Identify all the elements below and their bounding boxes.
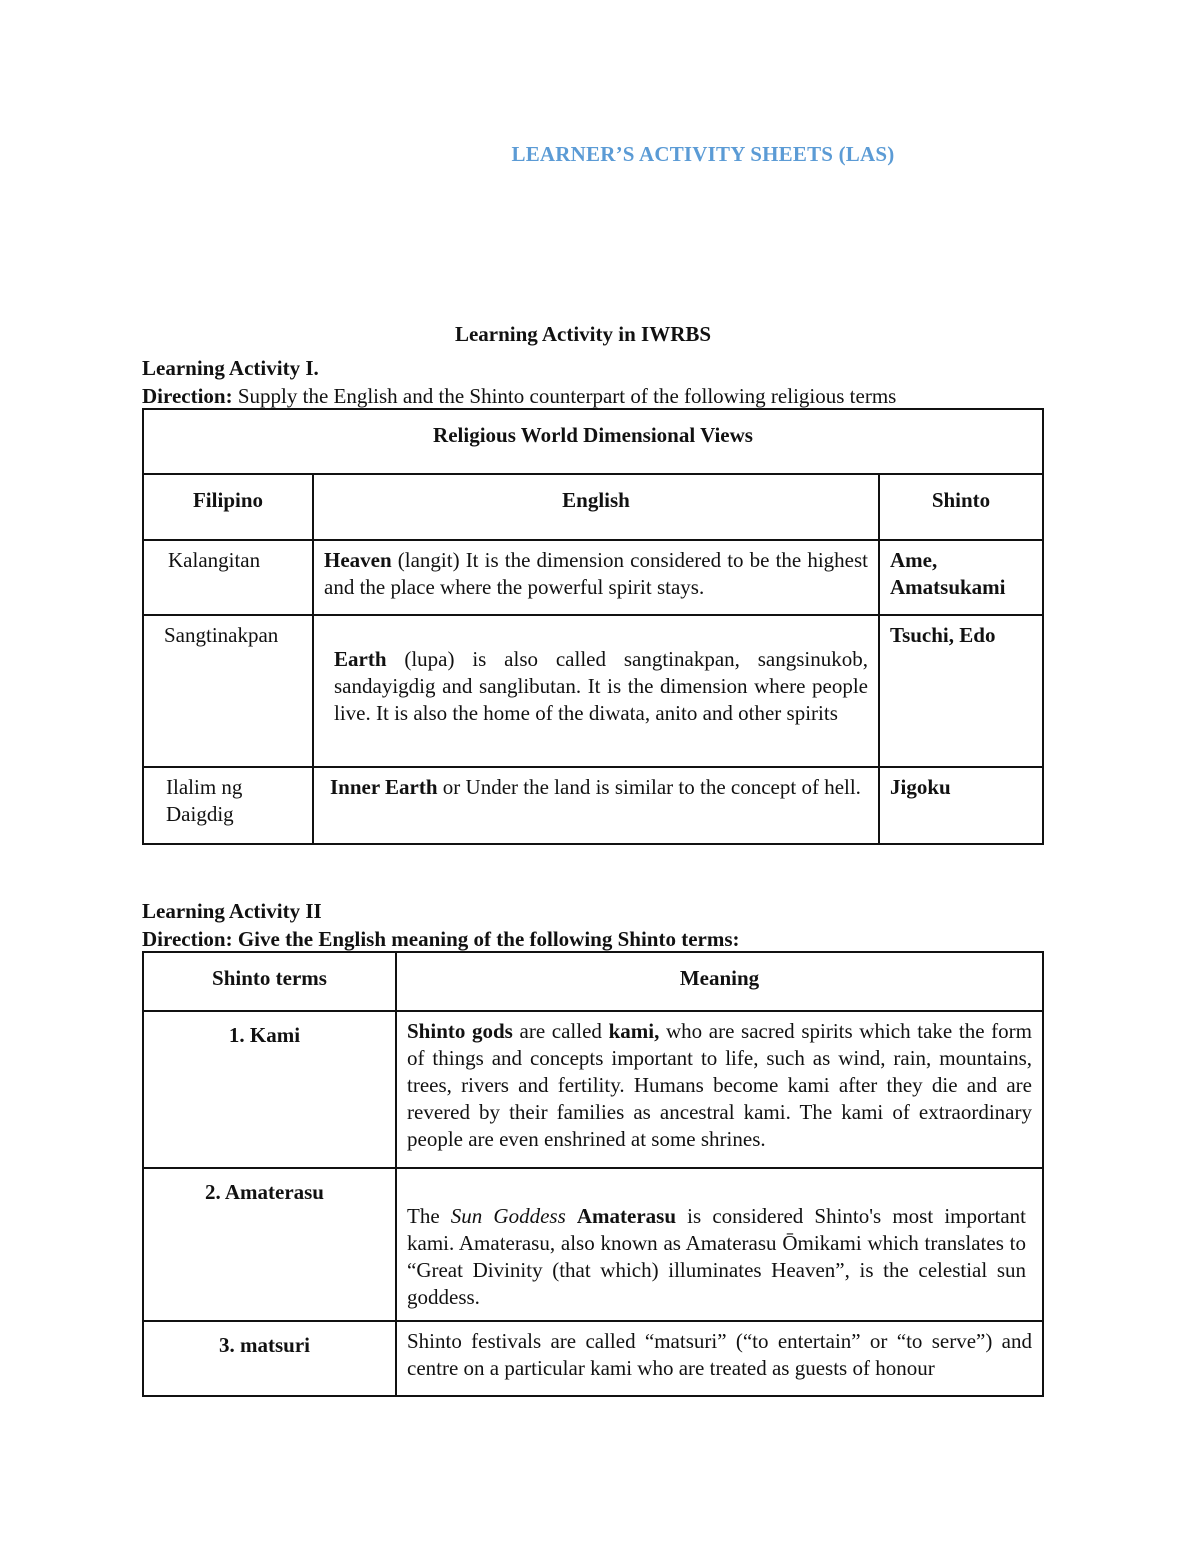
- shinto-cell: Tsuchi, Edo: [879, 615, 1043, 767]
- table-caption: Religious World Dimensional Views: [143, 409, 1043, 474]
- english-cell: Heaven (langit) It is the dimension considered to be the highest and the place where the powerful spirit stays.: [313, 540, 879, 615]
- dimensional-views-table: [142, 408, 1044, 845]
- term-cell: 1. Kami: [143, 1011, 396, 1168]
- activity-2-direction: Direction: Give the English meaning of the following Shinto terms:: [142, 927, 740, 951]
- activity-1-direction: [142, 384, 896, 409]
- filipino-cell: Sangtinakpan: [143, 615, 313, 767]
- filipino-cell: Kalangitan: [143, 540, 313, 615]
- column-header-shinto: Shinto: [879, 474, 1043, 540]
- direction-text: Supply the English and the Shinto counterpart of the following religious terms: [232, 384, 897, 408]
- english-cell: Inner Earth or Under the land is similar to the concept of hell.: [313, 767, 879, 844]
- filipino-cell: Ilalim ng Daigdig: [143, 767, 313, 844]
- table-row: [143, 767, 1043, 844]
- document-title: Learning Activity in IWRBS: [454, 322, 712, 346]
- column-header-filipino: Filipino: [143, 474, 313, 540]
- shinto-cell: Ame, Amatsukami: [879, 540, 1043, 615]
- table-row: [143, 1321, 1043, 1396]
- term-cell: 2. Amaterasu: [143, 1168, 396, 1321]
- meaning-cell: Shinto festivals are called “matsuri” (“to entertain” or “to serve”) and centre on a particular kami who are treated as guests of honour: [396, 1321, 1043, 1396]
- table-row: [143, 1011, 1043, 1168]
- table-row: [143, 540, 1043, 615]
- shinto-terms-table: [142, 951, 1044, 1397]
- table-row: [143, 1168, 1043, 1321]
- page-header: LEARNER’S ACTIVITY SHEETS (LAS): [511, 142, 895, 166]
- column-header-english: English: [313, 474, 879, 540]
- direction-label: Direction:: [142, 384, 233, 408]
- table-row: [143, 615, 1043, 767]
- activity-2-heading: Learning Activity II: [142, 899, 322, 923]
- shinto-cell: Jigoku: [879, 767, 1043, 844]
- term-cell: 3. matsuri: [143, 1321, 396, 1396]
- activity-1-heading: Learning Activity I.: [142, 356, 319, 380]
- column-header-shinto-terms: Shinto terms: [143, 952, 396, 1011]
- meaning-cell: Shinto gods are called kami, who are sacred spirits which take the form of things and concepts important to life, such as wind, rain, mountains, trees, rivers and fertility. Humans become kami after they die and are revered by their families as ancestral kami. The kami of extraordinary people are even enshrined at some shrines.: [396, 1011, 1043, 1168]
- meaning-cell: The Sun Goddess Amaterasu is considered Shinto's most important kami. Amaterasu, also known as Amaterasu Ōmikami which translates to “Great Divinity (that which) illuminates Heaven”, is the celestial sun goddess.: [396, 1168, 1043, 1321]
- column-header-meaning: Meaning: [396, 952, 1043, 1011]
- english-cell: Earth (lupa) is also called sangtinakpan, sangsinukob, sandayigdig and sanglibutan. It is the dimension where people live. It is also the home of the diwata, anito and other spirits: [313, 615, 879, 767]
